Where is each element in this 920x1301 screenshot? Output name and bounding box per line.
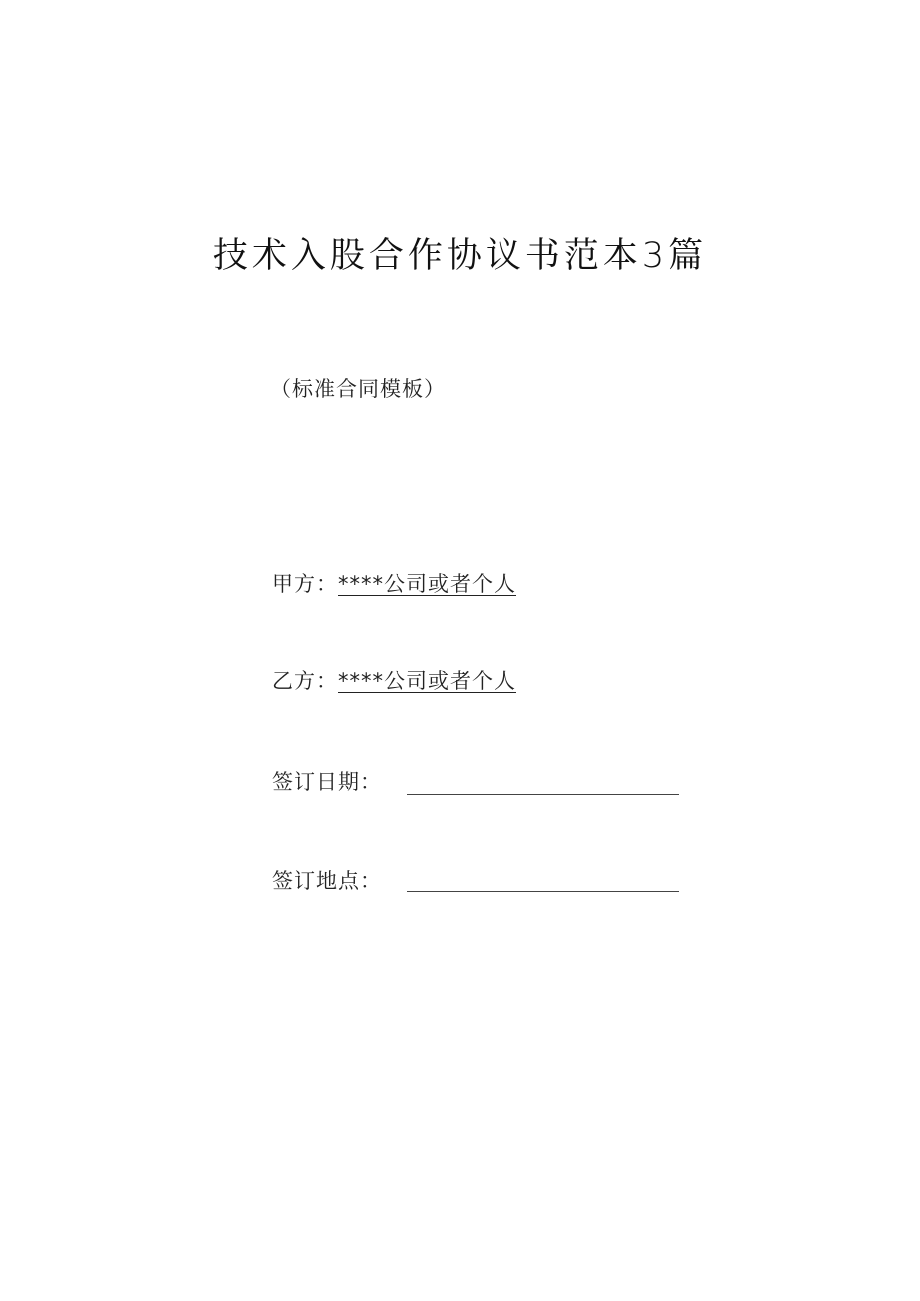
signing-date-label: 签订日期：: [272, 770, 382, 794]
party-a-row: [272, 569, 516, 599]
signing-date-row: [272, 767, 382, 797]
party-b-value: ****公司或者个人: [338, 669, 516, 693]
document-title: 技术入股合作协议书范本3篇: [212, 236, 708, 276]
signing-place-row: [272, 866, 382, 896]
signing-place-blank: [407, 891, 679, 892]
party-a-label: 甲方：: [272, 572, 338, 596]
document-subtitle: （标准合同模板）: [270, 377, 446, 401]
party-b-row: [272, 666, 516, 696]
party-b-label: 乙方：: [272, 669, 338, 693]
party-a-value: ****公司或者个人: [338, 572, 516, 596]
signing-date-blank: [407, 794, 679, 795]
signing-place-label: 签订地点：: [272, 869, 382, 893]
